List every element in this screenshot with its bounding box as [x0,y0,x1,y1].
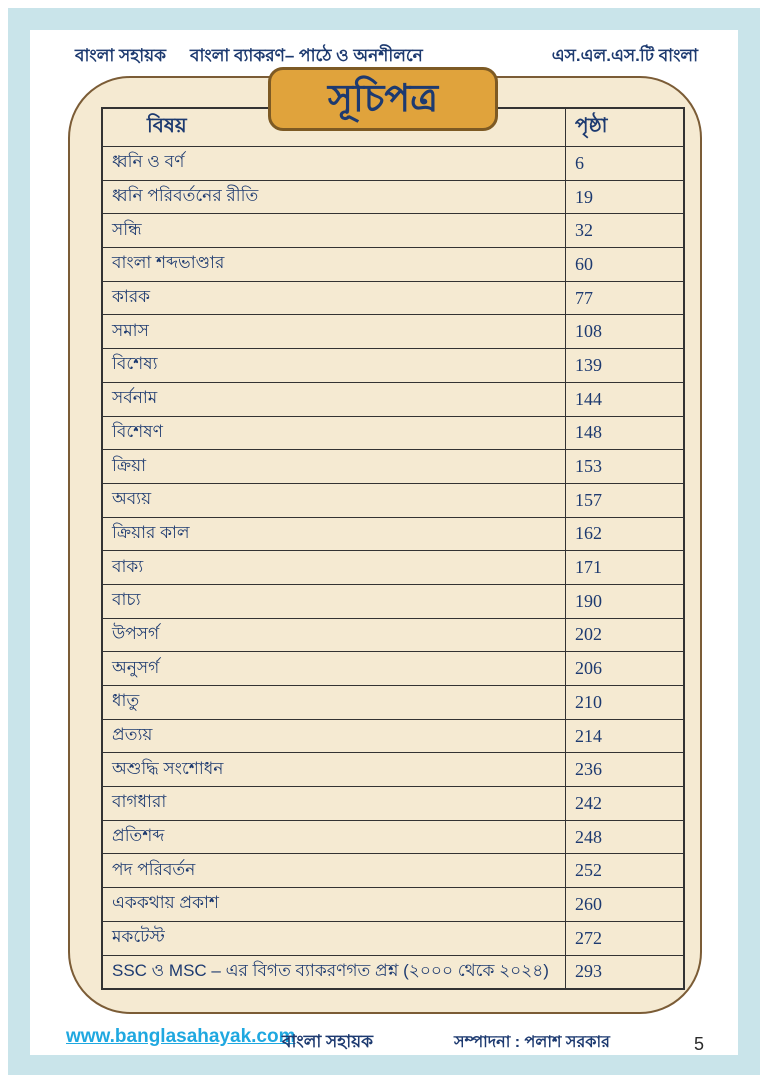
toc-page-number: 19 [565,181,683,214]
toc-topic: ধ্বনি পরিবর্তনের রীতি [112,186,259,206]
table-row [103,483,683,517]
toc-page-number: 6 [565,147,683,180]
toc-topic: উপসর্গ [112,623,160,643]
table-row [103,281,683,315]
toc-topic: সর্বনাম [112,388,158,408]
table-body [103,147,683,988]
table-row [103,752,683,786]
toc-page-number: 252 [565,854,683,887]
toc-topic: বাচ্য [112,590,141,610]
toc-topic: সন্ধি [112,219,142,239]
outer-blue-frame [8,8,760,1075]
footer-editor-credit: সম্পাদনা : পলাশ সরকার [454,1034,610,1051]
toc-topic: ক্রিয়ার কাল [112,522,190,542]
toc-topic: বিশেষ্য [112,354,158,374]
table-row [103,247,683,281]
table-row [103,955,683,989]
toc-topic: ক্রিয়া [112,455,147,475]
toc-page-number: 248 [565,821,683,854]
table-row [103,921,683,955]
toc-topic: বাগধারা [112,792,167,812]
toc-page-number: 242 [565,787,683,820]
toc-topic: এককথায় প্রকাশ [112,893,219,913]
toc-page-number: 60 [565,248,683,281]
header-book-title: বাংলা ব্যাকরণ– পাঠে ও অনশীলনে [190,46,423,65]
toc-page-number: 272 [565,922,683,955]
toc-page-number: 190 [565,585,683,618]
toc-topic: বিশেষণ [112,421,163,441]
toc-topic: প্রত্যয় [112,725,153,745]
toc-table [101,107,685,990]
table-row [103,314,683,348]
page-number: 5 [694,1034,705,1054]
toc-topic: বাক্য [112,556,144,576]
toc-topic: অনুসর্গ [112,657,160,677]
toc-page-number: 144 [565,383,683,416]
table-row [103,685,683,719]
toc-page-number: 162 [565,518,683,551]
header-exam-name: এস.এল.এস.টি বাংলা [551,46,698,65]
toc-topic: SSC ও MSC – এর বিগত ব্যাকরণগত প্রশ্ন (২০০০ থেকে ২০২৪) [112,960,549,980]
toc-page-number: 214 [565,720,683,753]
toc-topic: ধ্বনি ও বর্ণ [112,152,185,172]
table-row [103,820,683,854]
toc-topic: প্রতিশব্দ [112,826,165,846]
document-page [30,30,738,1055]
toc-page-number: 210 [565,686,683,719]
table-row [103,887,683,921]
toc-page-number: 153 [565,450,683,483]
toc-topic: অশুদ্ধি সংশোধন [112,758,224,778]
toc-page-number: 293 [565,956,683,989]
table-row [103,786,683,820]
toc-page-number: 139 [565,349,683,382]
toc-topic: সমাস [112,320,149,340]
table-row [103,382,683,416]
column-header-page: পৃষ্ঠা [565,109,683,146]
toc-page-number: 260 [565,888,683,921]
toc-title-badge [268,67,498,131]
website-link[interactable]: www.banglasahayak.com [66,1026,296,1047]
toc-page-number: 148 [565,417,683,450]
toc-page-number: 171 [565,551,683,584]
toc-topic: মকটেস্ট [112,927,165,947]
toc-page-number: 206 [565,652,683,685]
table-row [103,550,683,584]
toc-page-number: 157 [565,484,683,517]
table-row [103,853,683,887]
table-row [103,416,683,450]
toc-page-number: 236 [565,753,683,786]
table-row [103,180,683,214]
header-site-name: বাংলা সহায়ক [75,46,167,65]
table-row [103,449,683,483]
column-header-subject: বিষয় [147,115,187,137]
table-row [103,584,683,618]
toc-page-number: 108 [565,315,683,348]
table-row [103,213,683,247]
toc-topic: অব্যয় [112,489,152,509]
toc-title: সূচিপত্র [327,78,439,120]
toc-topic: বাংলা শব্দভাণ্ডার [112,253,225,273]
table-row [103,348,683,382]
toc-page-number: 77 [565,282,683,315]
table-row [103,517,683,551]
table-row [103,618,683,652]
table-row [103,147,683,180]
table-row [103,719,683,753]
table-row [103,651,683,685]
toc-topic: কারক [112,287,151,307]
footer-site-name: বাংলা সহায়ক [282,1032,374,1051]
toc-page-number: 202 [565,619,683,652]
toc-topic: পদ পরিবর্তন [112,859,196,879]
toc-topic: ধাতু [112,691,140,711]
toc-page-number: 32 [565,214,683,247]
